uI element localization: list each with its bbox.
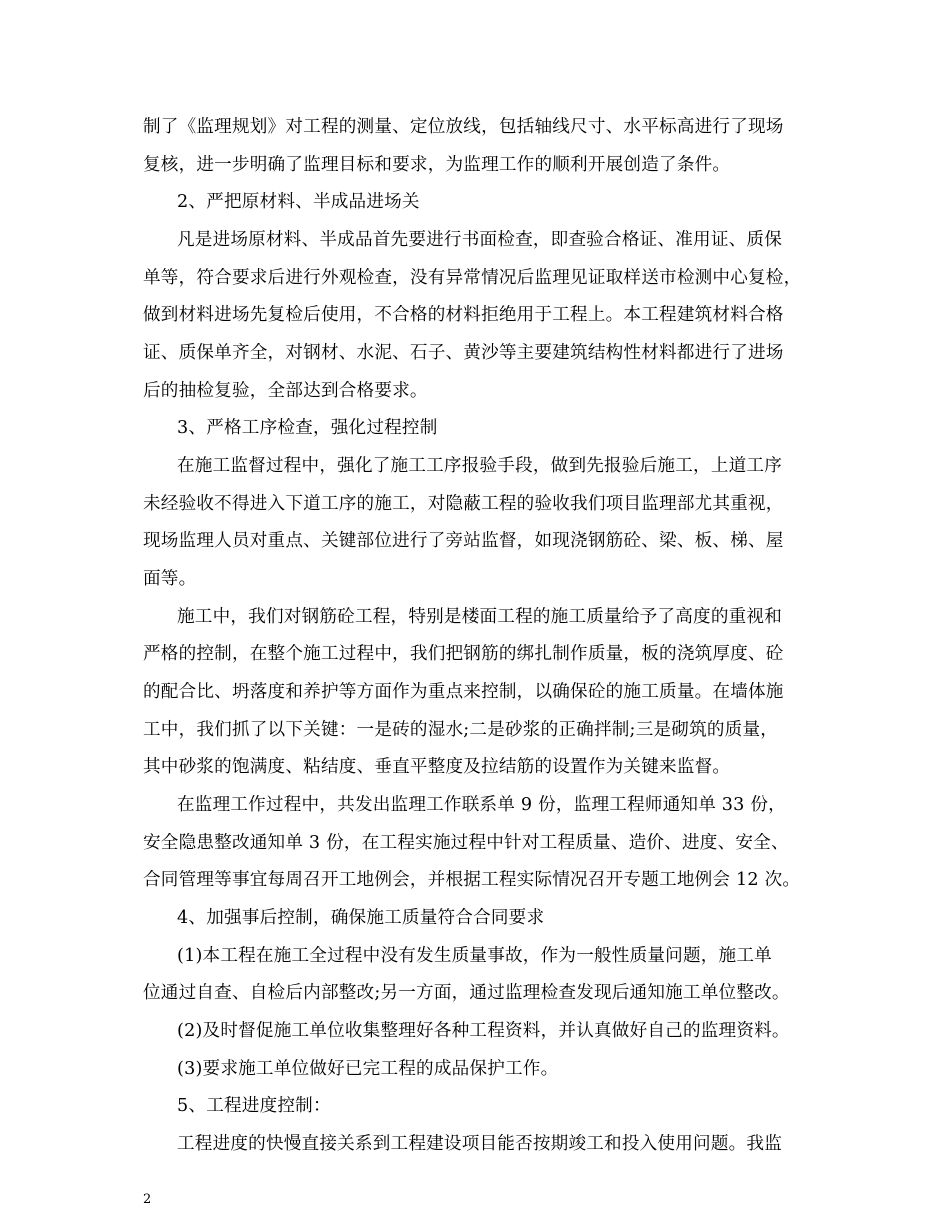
list-item: (3)要求施工单位做好已完工程的成品保护工作。 bbox=[177, 1059, 559, 1079]
page-number: 2 bbox=[143, 1192, 152, 1207]
list-item: (2)及时督促施工单位收集整理好各种工程资料，并认真做好自己的监理资料。 bbox=[177, 1021, 790, 1041]
text-line: 制了《监理规划》对工程的测量、定位放线，包括轴线尺寸、水平标高进行了现场 bbox=[143, 117, 784, 137]
text-line: 严格的控制，在整个施工过程中，我们把钢筋的绑扎制作质量，板的浇筑厚度、砼 bbox=[143, 644, 784, 664]
text-line: 未经验收不得进入下道工序的施工，对隐蔽工程的验收我们项目监理部尤其重视， bbox=[143, 494, 784, 514]
text-line: 工程进度的快慢直接关系到工程建设项目能否按期竣工和投入使用问题。我监 bbox=[177, 1134, 782, 1154]
section-heading: 3、严格工序检查，强化过程控制 bbox=[177, 418, 438, 438]
text-line: 位通过自查、自检后内部整改;另一方面，通过监理检查发现后通知施工单位整改。 bbox=[143, 983, 790, 1003]
section-heading: 2、严把原材料、半成品进场关 bbox=[177, 192, 420, 212]
text-line: 工中，我们抓了以下关键：一是砖的湿水;二是砂浆的正确拌制;三是砌筑的质量， bbox=[143, 720, 779, 740]
list-item: (1)本工程在施工全过程中没有发生质量事故，作为一般性质量问题，施工单 bbox=[177, 946, 772, 966]
text-line: 证、质保单齐全，对钢材、水泥、石子、黄沙等主要建筑结构性材料都进行了进场 bbox=[143, 343, 784, 363]
text-line: 后的抽检复验，全部达到合格要求。 bbox=[143, 381, 428, 401]
text-line: 在监理工作过程中，共发出监理工作联系单 9 份，监理工程师通知单 33 份， bbox=[177, 795, 786, 815]
text-line: 现场监理人员对重点、关键部位进行了旁站监督，如现浇钢筋砼、梁、板、梯、屋 bbox=[143, 531, 784, 551]
text-line: 做到材料进场先复检后使用，不合格的材料拒绝用于工程上。本工程建筑材料合格 bbox=[143, 305, 784, 325]
text-line: 面等。 bbox=[143, 569, 197, 589]
text-line: 凡是进场原材料、半成品首先要进行书面检查，即查验合格证、准用证、质保 bbox=[177, 230, 782, 250]
text-line: 其中砂浆的饱满度、粘结度、垂直平整度及拉结筋的设置作为关键来监督。 bbox=[143, 757, 731, 777]
text-line: 单等，符合要求后进行外观检查，没有异常情况后监理见证取样送市检测中心复检， bbox=[143, 268, 802, 288]
text-line: 在施工监督过程中，强化了施工工序报验手段，做到先报验后施工，上道工序 bbox=[177, 456, 782, 476]
text-line: 安全隐患整改通知单 3 份，在工程实施过程中针对工程质量、造价、进度、安全、 bbox=[143, 833, 789, 853]
text-line: 的配合比、坍落度和养护等方面作为重点来控制，以确保砼的施工质量。在墙体施 bbox=[143, 682, 784, 702]
text-line: 复核，进一步明确了监理目标和要求，为监理工作的顺利开展创造了条件。 bbox=[143, 155, 731, 175]
text-line: 合同管理等事宜每周召开工地例会，并根据工程实际情况召开专题工地例会 12 次。 bbox=[143, 870, 801, 890]
section-heading: 4、加强事后控制，确保施工质量符合合同要求 bbox=[177, 908, 545, 928]
text-line: 施工中，我们对钢筋砼工程，特别是楼面工程的施工质量给予了高度的重视和 bbox=[177, 607, 782, 627]
section-heading: 5、工程进度控制： bbox=[177, 1096, 331, 1116]
